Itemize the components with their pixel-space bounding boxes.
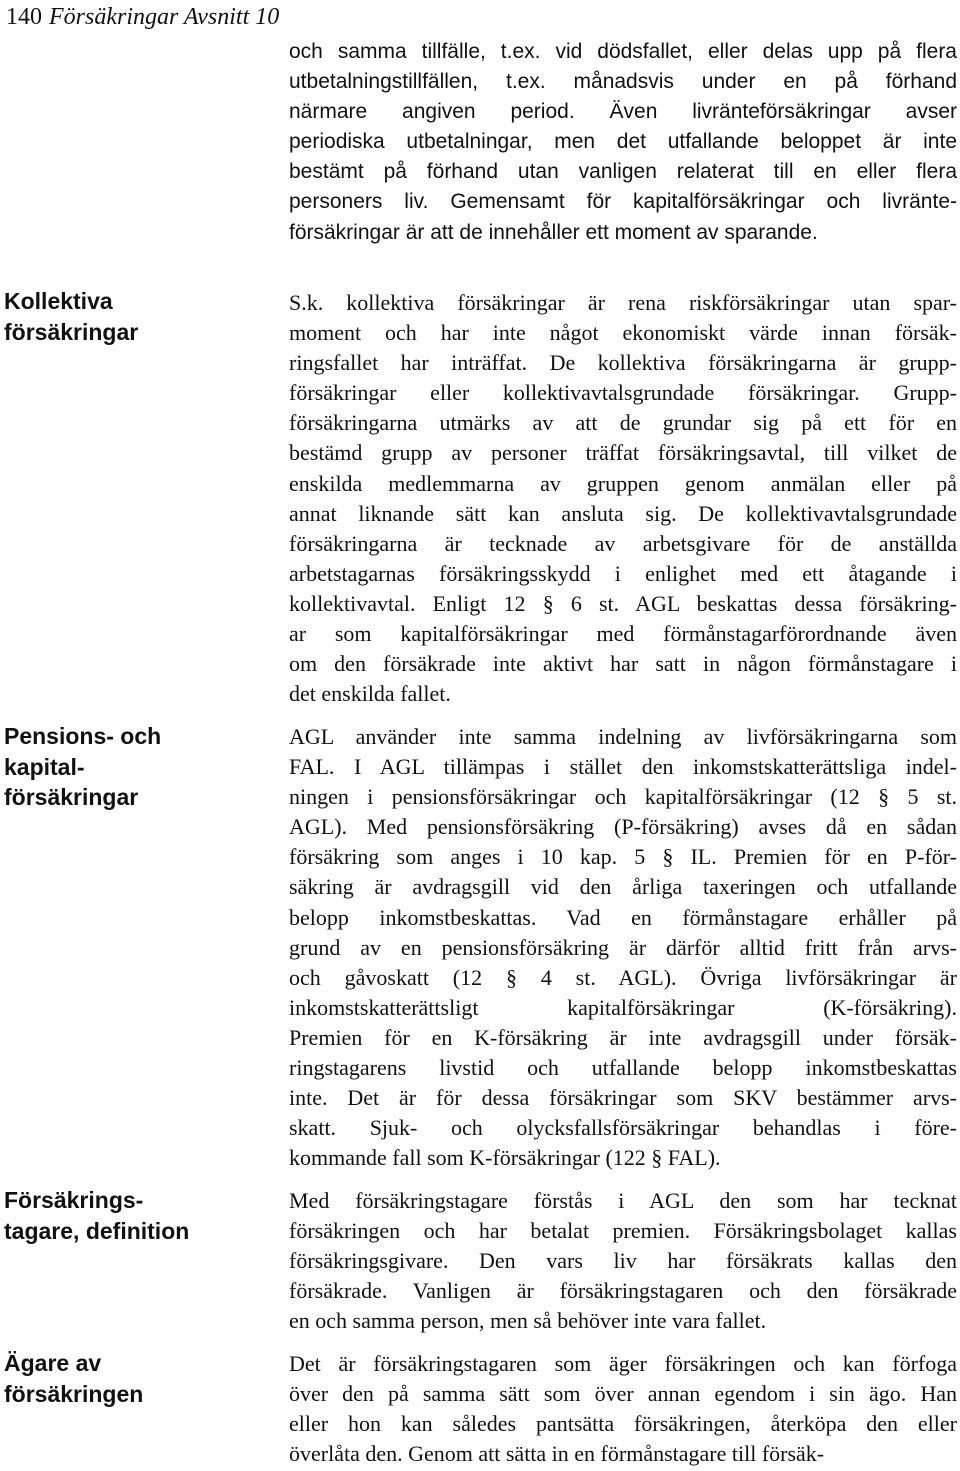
- text-line: ningen i pensionsförsäkringar och kapitalförsäkringar (12 § 5 st.: [289, 784, 957, 810]
- margin-note-kollektiva: Kollektiva försäkringar: [4, 288, 139, 345]
- paragraph-pensions: [289, 722, 957, 1173]
- text-line: eller hon kan således pantsätta försäkringen, återköpa den eller: [289, 1411, 957, 1437]
- paragraph-agare: [289, 1349, 957, 1469]
- paragraph-intro: [289, 37, 957, 248]
- text-line: ringsfallet har inträffat. De kollektiva försäkringarna är grupp-: [289, 350, 957, 376]
- text-line: och samma tillfälle, t.ex. vid dödsfallet, eller delas upp på flera: [289, 40, 957, 63]
- text-line: S.k. kollektiva försäkringar är rena riskförsäkringar utan spar-: [289, 290, 957, 315]
- text-line: försäkringarna är tecknade av arbetsgivare för de anställda: [289, 530, 957, 556]
- text-line: ringstagarens livstid och utfallande belopp inkomstbeskattas: [289, 1055, 957, 1081]
- margin-note-agare: Ägare av försäkringen: [4, 1350, 144, 1407]
- text-line: bestämd grupp av personer träffat försäkringsavtal, till vilket de: [289, 440, 957, 466]
- text-line: försäkring som anges i 10 kap. 5 § IL. Premien för en P-för-: [289, 844, 957, 870]
- text-line: över den på samma sätt som över annan egendom i sin ägo. Han: [289, 1381, 957, 1407]
- text-line: AGL). Med pensionsförsäkring (P-försäkring) avses då en sådan: [289, 814, 957, 840]
- text-line: utbetalningstillfällen, t.ex. månadsvis under en på förhand: [289, 70, 957, 94]
- text-line: försäkringar är att de innehåller ett moment av sparande.: [289, 220, 818, 244]
- page-header: [6, 2, 279, 32]
- text-line: enskilda medlemmarna av gruppen genom anmälan eller på: [289, 470, 957, 496]
- text-line: om den försäkrade inte aktivt har satt in någon förmånstagare i: [289, 651, 957, 677]
- text-line: arbetstagarnas försäkringsskydd i enlighet med ett åtagande i: [289, 560, 957, 586]
- text-line: ar som kapitalförsäkringar med förmånstagarförordnande även: [289, 621, 957, 647]
- text-line: Det är försäkringstagaren som äger försäkringen och kan förfoga: [289, 1351, 957, 1376]
- text-line: periodiska utbetalningar, men det utfallande beloppet är inte: [289, 130, 957, 154]
- text-line: belopp inkomstbeskattas. Vad en förmånstagare erhåller på: [289, 904, 957, 930]
- text-line: och gåvoskatt (12 § 4 st. AGL). Övriga livförsäkringar är: [289, 964, 957, 990]
- text-line: Premien för en K-försäkring är inte avdragsgill under försäk-: [289, 1024, 957, 1050]
- paragraph-kollektiva: [289, 288, 957, 709]
- text-line: försäkringsgivare. Den vars liv har försäkrats kallas den: [289, 1248, 957, 1274]
- text-line: försäkringen och har betalat premien. Försäkringsbolaget kallas: [289, 1218, 957, 1244]
- text-line: grund av en pensionsförsäkring är därför alltid fritt från arvs-: [289, 934, 957, 960]
- text-line: säkring är avdragsgill vid den årliga taxeringen och utfallande: [289, 874, 957, 900]
- text-line: FAL. I AGL tillämpas i stället den inkomstskatterättsliga indel-: [289, 754, 957, 780]
- text-line: moment och har inte något ekonomiskt värde innan försäk-: [289, 320, 957, 346]
- text-line: en och samma person, men så behöver inte vara fallet.: [289, 1308, 767, 1334]
- text-line: det enskilda fallet.: [289, 681, 451, 707]
- text-line: försäkringarna utmärks av att de grundar sig på ett för en: [289, 410, 957, 436]
- text-line: kommande fall som K-försäkringar (122 § FAL).: [289, 1145, 721, 1171]
- chapter-title: Försäkringar Avsnitt 10: [49, 4, 280, 30]
- page-number: 140: [6, 4, 42, 30]
- text-line: inkomstskatterättsligt kapitalförsäkringar (K-försäkring).: [289, 994, 957, 1020]
- text-line: närmare angiven period. Även livränteförsäkringar avser: [289, 100, 957, 124]
- text-line: inte. Det är för dessa försäkringar som SKV bestämmer arvs-: [289, 1085, 957, 1111]
- text-line: skatt. Sjuk- och olycksfallsförsäkringar behandlas i före-: [289, 1115, 957, 1141]
- text-line: kollektivavtal. Enligt 12 § 6 st. AGL beskattas dessa försäkring-: [289, 590, 957, 616]
- text-line: annat liknande sätt kan ansluta sig. De kollektivavtalsgrundade: [289, 500, 957, 526]
- text-line: AGL använder inte samma indelning av livförsäkringarna som: [289, 724, 957, 749]
- text-line: personers liv. Gemensamt för kapitalförsäkringar och livränte-: [289, 190, 957, 214]
- margin-note-pensions: Pensions- och kapital- försäkringar: [4, 723, 162, 810]
- paragraph-forsakringstagare: [289, 1186, 957, 1336]
- text-line: Med försäkringstagare förstås i AGL den som har tecknat: [289, 1188, 957, 1213]
- text-line: försäkringar eller kollektivavtalsgrundade försäkringar. Grupp-: [289, 380, 957, 406]
- text-line: bestämt på förhand utan vanligen relaterat till en eller flera: [289, 160, 957, 184]
- margin-note-forsakringstagare: Försäkrings- tagare, definition: [4, 1187, 190, 1244]
- text-line: försäkrade. Vanligen är försäkringstagaren och den försäkrade: [289, 1278, 957, 1304]
- text-line: överlåta den. Genom att sätta in en förmånstagare till försäk-: [289, 1441, 825, 1467]
